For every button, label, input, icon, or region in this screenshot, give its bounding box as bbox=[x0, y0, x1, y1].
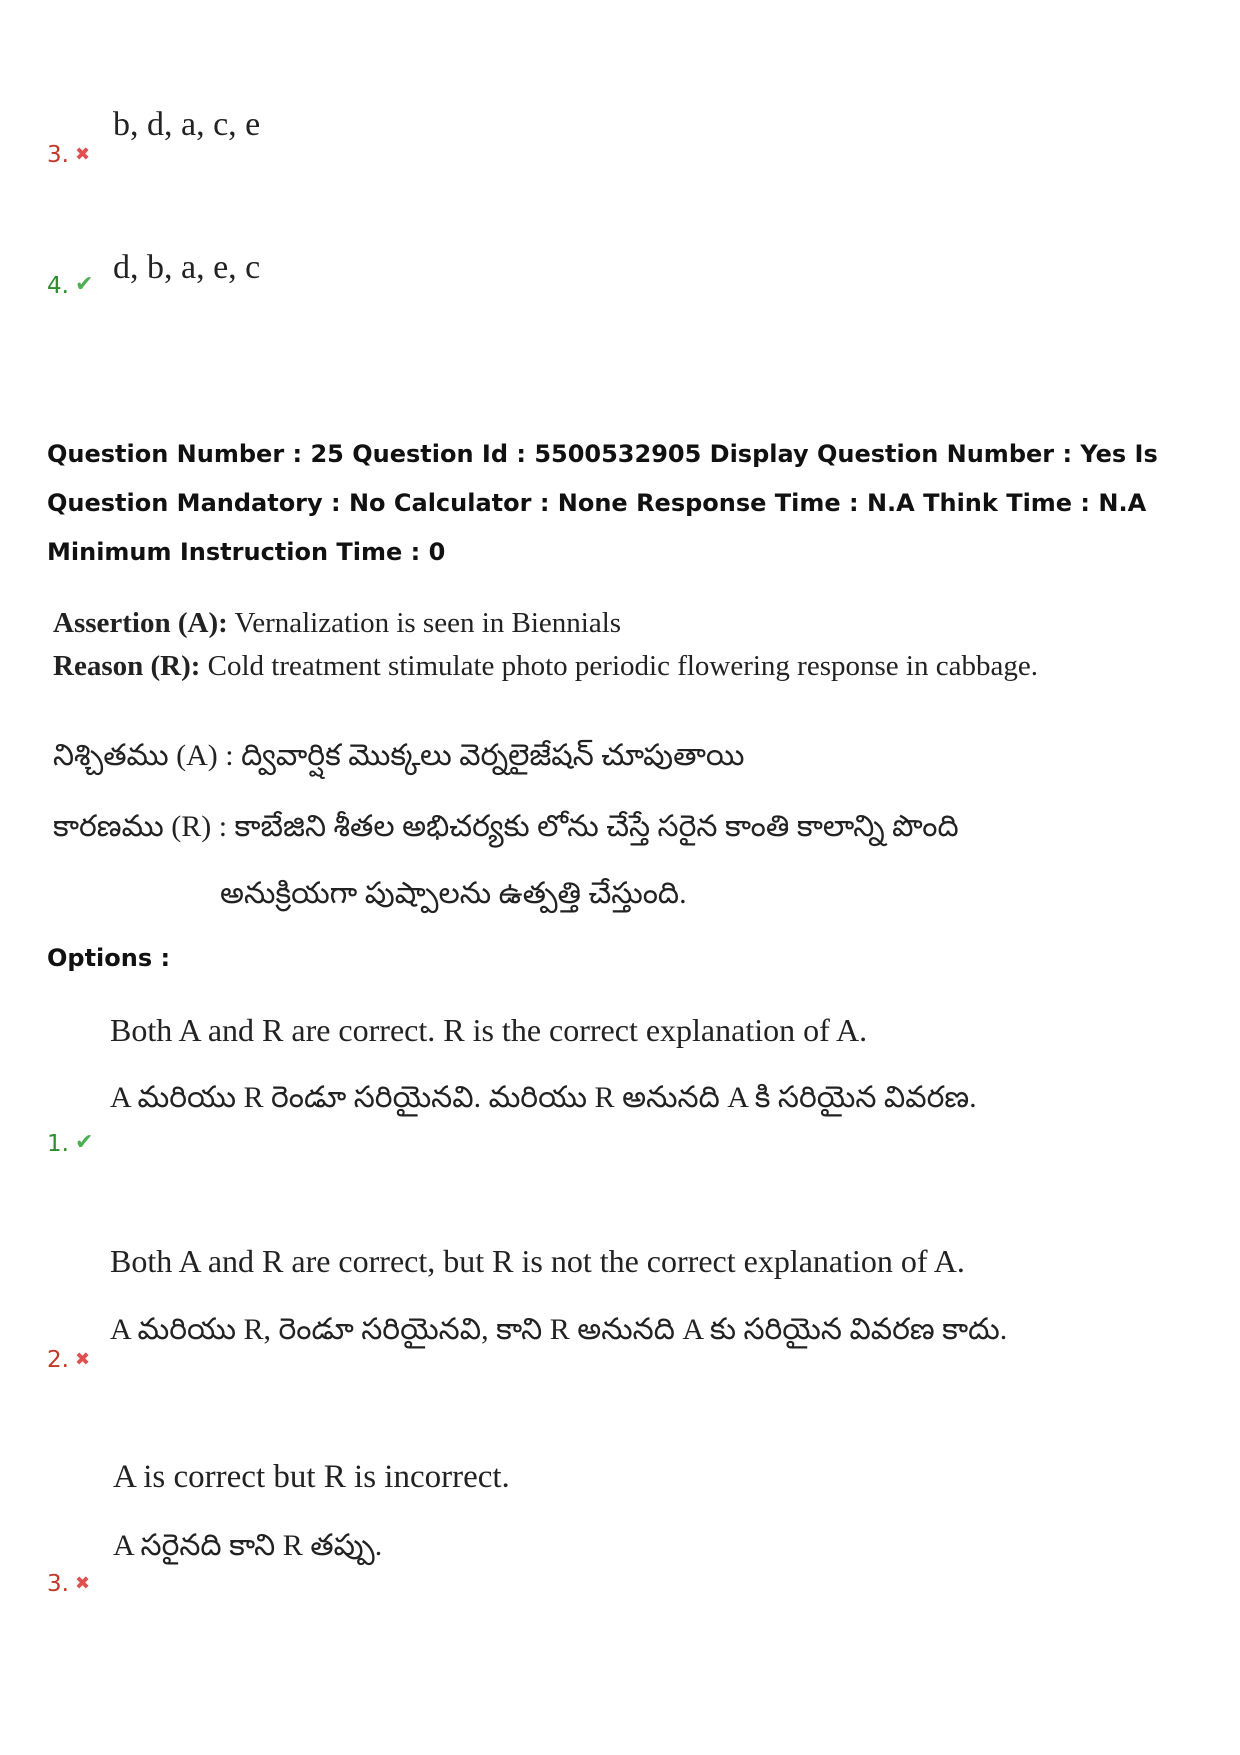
cross-icon: ✖ bbox=[74, 1349, 91, 1370]
telugu-assertion-label: నిశ్చితము (A) : bbox=[53, 739, 234, 772]
option-1-text-te: A మరియు R రెండూ సరియైనవి. మరియు R అనునది A కి సరియైన వివరణ. bbox=[110, 1081, 977, 1114]
option-1-number: 1. ✔ bbox=[47, 1130, 94, 1157]
telugu-assertion-text: ద్వివార్షిక మొక్కలు వెర్నలైజేషన్ చూపుతాయి bbox=[233, 739, 745, 772]
telugu-assertion-line bbox=[53, 739, 744, 780]
prev-option-3-text: b, d, a, c, e bbox=[113, 106, 261, 143]
prev-option-4-text: d, b, a, e, c bbox=[113, 249, 261, 286]
option-2-text-te: A మరియు R, రెండూ సరియైనవి, కాని R అనునది A కు సరియైన వివరణ కాదు. bbox=[110, 1313, 1008, 1346]
option-2-number: 2. ✖ bbox=[47, 1347, 91, 1373]
option-2-text-en: Both A and R are correct, but R is not the correct explanation of A. bbox=[110, 1243, 965, 1279]
prev-option-4-number: 4. ✔ bbox=[47, 272, 94, 299]
check-icon: ✔ bbox=[74, 272, 94, 297]
reason-line bbox=[53, 650, 1038, 683]
telugu-reason-line-2: అనుక్రియగా పుష్పాలను ఉత్పత్తి చేస్తుంది. bbox=[220, 877, 687, 910]
cross-icon: ✖ bbox=[74, 1573, 91, 1594]
telugu-reason-label: కారణము (R) : bbox=[53, 810, 228, 843]
option-1-text-en: Both A and R are correct. R is the correct explanation of A. bbox=[110, 1012, 868, 1048]
cross-icon: ✖ bbox=[74, 144, 91, 165]
reason-label: Reason (R): bbox=[53, 650, 201, 682]
question-meta: Question Number : 25 Question Id : 5500532905 Display Question Number : Yes Is Question Mandatory : No Calculator : None Response Time : N.A Think Time : N.A Minimum Instruction Time : 0 bbox=[47, 440, 1158, 566]
telugu-reason-text: కాబేజిని శీతల అభిచర్యకు లోను చేస్తే సరైన కాంతి కాలాన్ని పొంది bbox=[227, 810, 959, 843]
assertion-label: Assertion (A): bbox=[53, 607, 228, 639]
assertion-text: Vernalization is seen in Biennials bbox=[227, 607, 622, 639]
option-3-text-en: A is correct but R is incorrect. bbox=[113, 1459, 510, 1495]
prev-option-3-number: 3. ✖ bbox=[47, 142, 91, 168]
option-3-number: 3. ✖ bbox=[47, 1571, 91, 1597]
assertion-line bbox=[53, 607, 621, 640]
telugu-reason-line bbox=[53, 810, 959, 851]
check-icon: ✔ bbox=[74, 1130, 94, 1155]
options-label: Options : bbox=[47, 944, 171, 972]
reason-text: Cold treatment stimulate photo periodic flowering response in cabbage. bbox=[200, 650, 1038, 682]
option-3-text-te: A సరైనది కాని R తప్పు. bbox=[113, 1529, 383, 1562]
